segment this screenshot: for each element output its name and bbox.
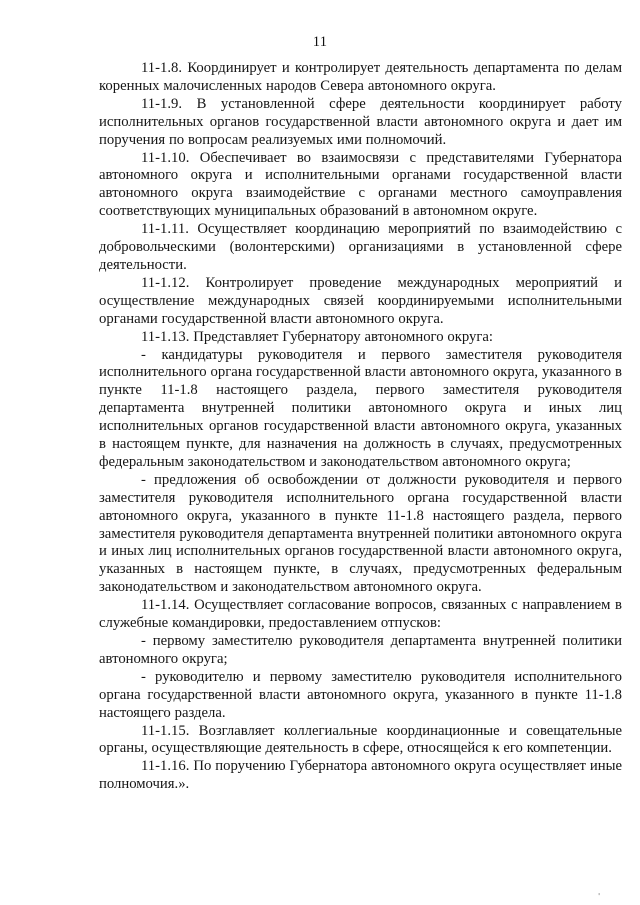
paragraph-11-1-11: 11-1.11. Осуществляет координацию мероприятий по взаимодействию с добровольческими (волонтерскими) организациями в установленной сфере деятельности. (99, 221, 622, 273)
paragraph-11-1-12: 11-1.12. Контролирует проведение международных мероприятий и осуществление международных связей координируемыми исполнительными органами государственной власти автономного округа. (99, 274, 622, 327)
paragraph-11-1-14: 11-1.14. Осуществляет согласование вопросов, связанных с направлением в служебные командировки, предоставлением отпусков: (99, 597, 622, 632)
paragraph-11-1-16: 11-1.16. По поручению Губернатора автономного округа осуществляет иные полномочия.». (99, 758, 622, 793)
page-number: 11 (312, 34, 328, 50)
paragraph-11-1-8: 11-1.8. Координирует и контролирует деятельность департамента по делам коренных малочисленных народов Севера автономного округа. (99, 60, 622, 94)
list-item-first-deputy: - первому заместителю руководителя департамента внутренней политики автономного округа; (99, 633, 622, 667)
paragraph-11-1-15: 11-1.15. Возглавляет коллегиальные координационные и совещательные органы, осуществляющие деятельность в сфере, относящейся к его компетенции. (99, 722, 622, 757)
paragraph-11-1-13: 11-1.13. Представляет Губернатору автономного округа: (141, 328, 494, 345)
list-item-candidates: - кандидатуры руководителя и первого заместителя руководителя исполнительного органа государственной власти автономного округа, указанного в пункте 11-1.8 настоящего раздела, первого заместителя руководителя департамента внутренней политики автономного округа и иных лиц исполнительных органов государственной власти автономного округа, указанных в настоящем пункте, для назначения на должность в случаях, предусмотренных федеральным законодательством и законодательством автономного округа; (99, 346, 622, 470)
paragraph-11-1-9: 11-1.9. В установленной сфере деятельности координирует работу исполнительных органов государственной власти автономного округа и дает им поручения по вопросам реализуемых ими полномочий. (99, 95, 622, 148)
scan-edge-mark: ' (598, 892, 601, 901)
list-item-head-and-deputy: - руководителю и первому заместителю руководителя исполнительного органа государственной власти автономного округа, указанного в пункте 11-1.8 настоящего раздела. (99, 668, 622, 721)
paragraph-11-1-10: 11-1.10. Обеспечивает во взаимосвязи с представителями Губернатора автономного округа и исполнительными органами государственной власти автономного округа взаимодействие с органами местного самоуправления соответствующих муниципальных образований в автономном округе. (99, 149, 622, 220)
document-body (99, 60, 622, 794)
list-item-dismissal-proposals: - предложения об освобождении от должности руководителя и первого заместителя руководителя исполнительного органа государственной власти автономного округа, указанного в пункте 11-1.8 настоящего раздела, первого заместителя руководителя департамента внутренней политики автономного округа и иных лиц исполнительных органов государственной власти автономного округа, указанных в настоящем пункте, в случаях, предусмотренных федеральным законодательством и законодательством автономного округа. (99, 471, 622, 596)
